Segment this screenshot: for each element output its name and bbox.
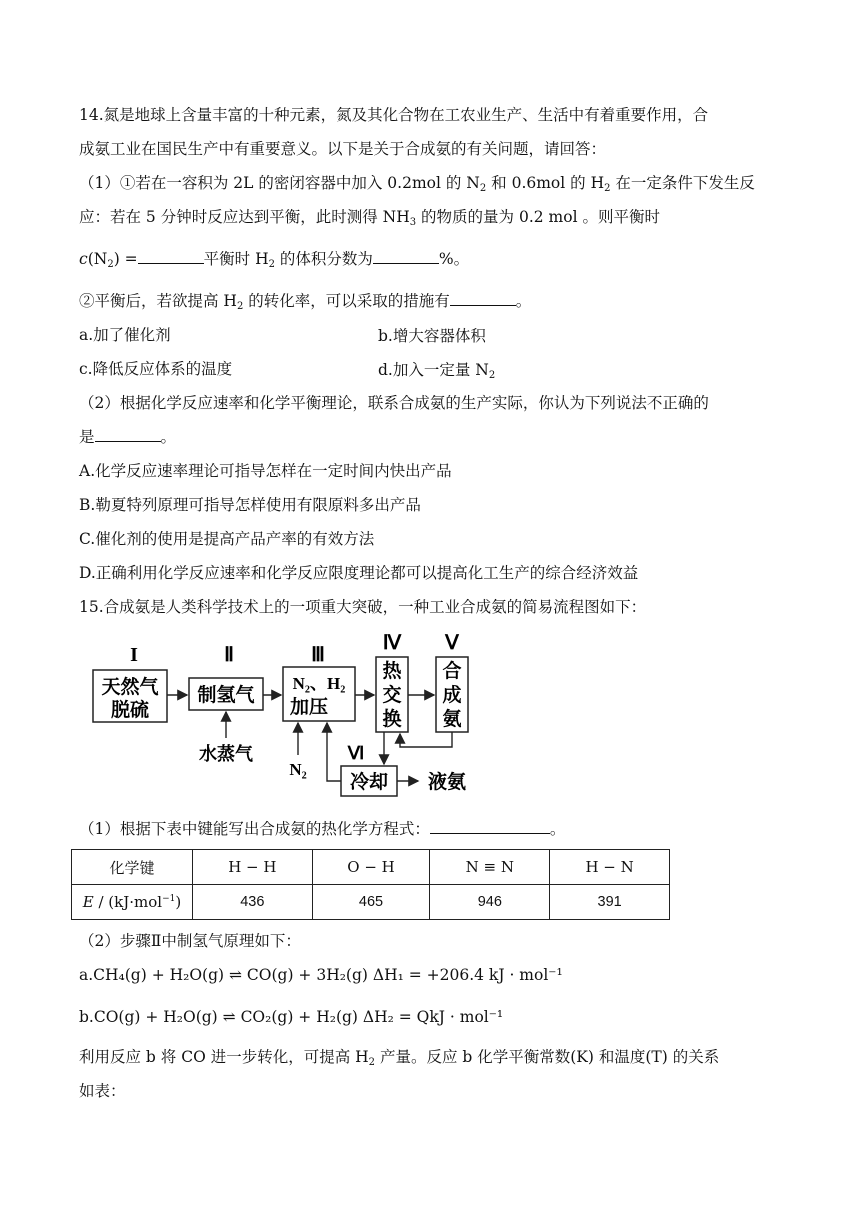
answer-blank[interactable] (138, 249, 204, 264)
q14-option-a: a.加了催化剂 (79, 326, 171, 344)
label-part: E (82, 893, 94, 911)
q15-line-3: （2）步骤Ⅱ中制氢气原理如下： (79, 932, 301, 950)
q14-option-c: c.降低反应体系的温度 (79, 360, 233, 378)
box-text: 脱硫 (110, 700, 150, 721)
q14-option-b: b.增大容器体积 (378, 327, 486, 345)
answer-blank[interactable] (95, 427, 161, 442)
q14-l4-part: 应：若在 5 分钟时反应达到平衡，此时测得 NH (79, 208, 410, 226)
table-header: O − H (312, 850, 430, 885)
q14-l10-part: 。 (160, 428, 177, 446)
q14-line-2: 成氨工业在国民生产中有重要意义。以下是关于合成氨的有关问题，请回答： (79, 140, 607, 158)
table-header: 化学键 (72, 850, 193, 885)
q14-l3-part: 和 0.6mol 的 H (486, 174, 605, 192)
process-flow-diagram (91, 633, 471, 801)
step-label: Ⅲ (311, 644, 325, 666)
q15-line-5: 如表： (79, 1082, 126, 1100)
q14-l5-part: ) = (113, 250, 138, 268)
box-text: 换 (382, 709, 402, 730)
table-header: H − H (193, 850, 313, 885)
q15-l2-part: （1）根据下表中键能写出合成氨的热化学方程式： (79, 820, 430, 838)
q14-l5-part: c (79, 250, 88, 268)
q14-l6-part: ②平衡后，若欲提高 H (79, 292, 237, 310)
q14-l6-part: 。 (515, 292, 532, 310)
table-cell: 946 (430, 885, 550, 920)
q15-line-1: 15.合成氨是人类科学技术上的一项重大突破，一种工业合成氨的简易流程图如下： (79, 598, 647, 616)
table-header: N ≡ N (430, 850, 550, 885)
box-text: 交 (382, 685, 402, 706)
table-row (72, 885, 670, 920)
q15-l4-part: 利用反应 b 将 CO 进一步转化，可提高 H (79, 1048, 369, 1066)
box-text: N₂、H₂ (292, 674, 346, 693)
table-row-label (72, 885, 193, 920)
step-label: Ⅵ (347, 743, 365, 763)
q14-option-d: d.加入一定量 $N_2$ (378, 361, 496, 381)
q14-line-6: ②平衡后，若欲提高 $H_2$ 的转化率，可以采取的措施有 。 (79, 292, 532, 312)
box-text: 天然气 (101, 677, 159, 698)
table-cell: 436 (193, 885, 313, 920)
answer-blank[interactable] (430, 819, 550, 834)
reaction-a: a.CH₄(g) + H₂O(g) ⇌ CO(g) + 3H₂(g) ΔH₁ = +206.4 kJ · mol⁻¹ (79, 966, 563, 984)
q14-line-3: （1）①若在一容积为 2L 的密闭容器中加入 0.2mol 的 $N_2$ 和 0.6mol 的 $H_2$ 在一定条件下发生反 (79, 174, 755, 194)
q14-line-5: $c(N_2)$ = 平衡时 $H_2$ 的体积分数为 %。 (79, 250, 470, 270)
answer-blank[interactable] (450, 291, 516, 306)
step-label: Ⅴ (445, 633, 459, 654)
box-text: 热 (382, 661, 402, 682)
input-n2: N₂ (289, 760, 307, 779)
q14-l6-part: 的转化率，可以采取的措施有 (243, 292, 450, 310)
q14-choice-B: B.勒夏特列原理可指导怎样使用有限原料多出产品 (79, 496, 421, 514)
q14-choice-C: C.催化剂的使用是提高产品产率的有效方法 (79, 530, 375, 548)
answer-blank[interactable] (373, 249, 439, 264)
q14-choice-A: A.化学反应速率理论可指导怎样在一定时间内快出产品 (79, 462, 452, 480)
q14-l5-part: (N (87, 250, 108, 268)
box-text: 加压 (289, 697, 329, 718)
q15-line-2 (79, 818, 565, 840)
q15-l2-part: 。 (549, 820, 566, 838)
table-cell: 391 (550, 885, 670, 920)
box-text: 氨 (442, 709, 462, 730)
q15-l4-part: 产量。反应 b 化学平衡常数(K) 和温度(T) 的关系 (375, 1048, 720, 1066)
label-part: / (kJ·mol (93, 893, 163, 911)
box-text: 成 (442, 685, 462, 706)
q14-l5-part: 平衡时 H (203, 250, 269, 268)
q14-line-9: （2）根据化学反应速率和化学平衡理论，联系合成氨的生产实际，你认为下列说法不正确的 (79, 394, 709, 412)
label-part: ) (175, 893, 182, 911)
table-row (72, 850, 670, 885)
q14-opt-d-text: d.加入一定量 N (378, 361, 489, 379)
q14-l5-part: %。 (438, 250, 470, 268)
box-text: 制氢气 (197, 685, 255, 706)
q15-line-4: 利用反应 b 将 CO 进一步转化，可提高 $H_2$ 产量。反应 b 化学平衡常数(K) 和温度(T) 的关系 (79, 1048, 720, 1068)
q14-l3-part: 在一定条件下发生反 (610, 174, 755, 192)
q14-choice-D: D.正确利用化学反应速率和化学反应限度理论都可以提高化工生产的综合经济效益 (79, 564, 639, 582)
table-header: H − N (550, 850, 670, 885)
q14-l3-part: （1）①若在一容积为 2L 的密闭容器中加入 0.2mol 的 N (79, 174, 480, 192)
q14-line-1: 14.氮是地球上含量丰富的十种元素，氮及其化合物在工农业生产、生活中有着重要作用，合 (79, 106, 709, 124)
box-text: 合 (442, 661, 462, 682)
input-water-vapor: 水蒸气 (199, 744, 253, 764)
q14-line-10 (79, 426, 176, 448)
q14-l4-part: 的物质的量为 0.2 mol 。则平衡时 (416, 208, 660, 226)
step-label: Ⅱ (224, 644, 234, 666)
label-part: −1 (162, 894, 176, 904)
bond-energy-table (71, 849, 670, 920)
q14-line-4: 应：若在 5 分钟时反应达到平衡，此时测得 $NH_3$ 的物质的量为 0.2 mol 。则平衡时 (79, 208, 660, 228)
table-cell: 465 (312, 885, 430, 920)
q14-l10-part: 是 (79, 428, 95, 446)
box-text: 冷却 (349, 772, 389, 793)
reaction-b: b.CO(g) + H₂O(g) ⇌ CO₂(g) + H₂(g) ΔH₂ = QkJ · mol⁻¹ (79, 1008, 504, 1026)
output-liquid-ammonia: 液氨 (427, 772, 467, 793)
step-label: Ⅳ (382, 633, 402, 654)
q14-l5-part: 的体积分数为 (274, 250, 373, 268)
step-label: I (130, 644, 138, 666)
